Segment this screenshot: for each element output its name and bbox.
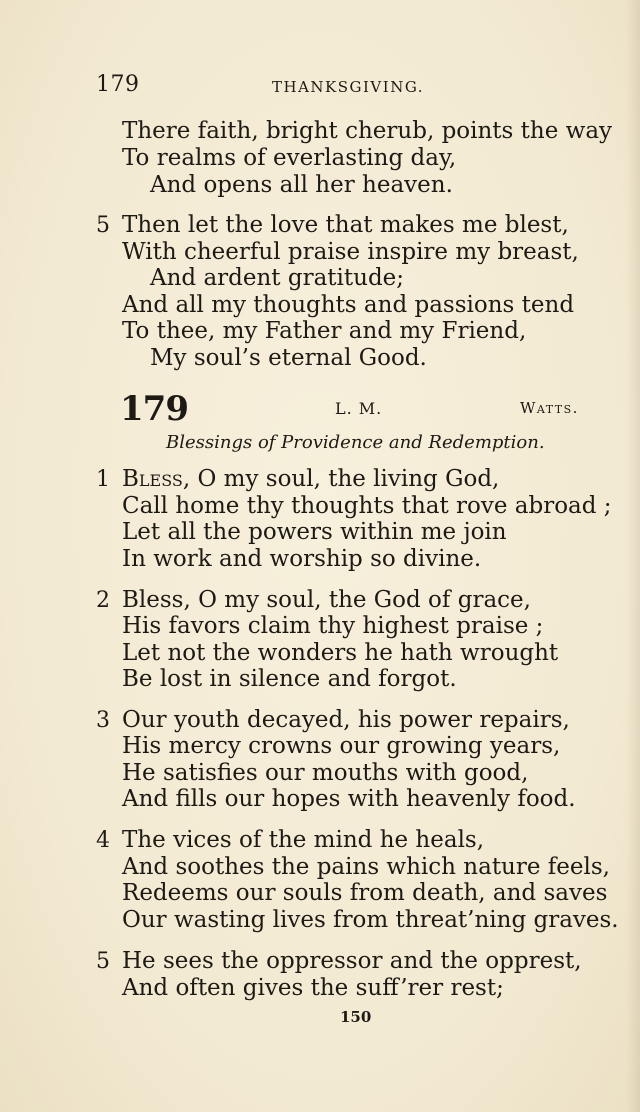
initial-word: Bless, <box>122 466 191 492</box>
carryover-line: And opens all her heaven. <box>150 172 453 198</box>
verse-line: To thee, my Father and my Friend, <box>122 318 527 344</box>
verse-line: Let not the wonders he hath wrought <box>122 640 559 666</box>
hymn-author: Watts. <box>520 399 579 417</box>
verse-line: His favors claim thy highest praise ; <box>122 613 544 639</box>
running-head-title: THANKSGIVING. <box>272 78 425 96</box>
verse-line: And fills our hopes with heavenly food. <box>122 786 576 812</box>
verse-line: And ardent gratitude; <box>150 265 405 291</box>
verse-number: 2 <box>96 588 110 613</box>
verse-line: He satisfies our mouths with good, <box>122 760 529 786</box>
verse-line: Our wasting lives from threat’ning graves. <box>122 907 619 933</box>
hymn-number: 179 <box>120 389 188 429</box>
first-line-rest: O my soul, the living God, <box>190 466 500 492</box>
verse-line: Let all the powers within me join <box>122 519 507 545</box>
verse-line: Our youth decayed, his power repairs, <box>122 707 570 733</box>
verse-line: And all my thoughts and passions tend <box>122 292 575 318</box>
verse-line: Call home thy thoughts that rove abroad ; <box>122 493 612 519</box>
verse-line: His mercy crowns our growing years, <box>122 733 561 759</box>
hymn-meter: L. M. <box>335 399 383 418</box>
carryover-line: There faith, bright cherub, points the way <box>122 118 613 144</box>
verse-line: Redeems our souls from death, and saves <box>122 880 608 906</box>
running-head-page-number: 179 <box>96 72 140 97</box>
footer-page-number: 150 <box>340 1008 372 1026</box>
verse-line: And soothes the pains which nature feels, <box>122 854 610 880</box>
verse-number: 5 <box>96 213 110 238</box>
verse-number: 4 <box>96 828 110 853</box>
verse-line: The vices of the mind he heals, <box>122 827 485 853</box>
verse-line: In work and worship so divine. <box>122 546 482 572</box>
verse-number: 5 <box>96 949 110 974</box>
hymn-subtitle: Blessings of Providence and Redemption. <box>166 432 545 453</box>
running-head <box>96 72 616 102</box>
verse-line: Be lost in silence and forgot. <box>122 666 457 692</box>
verse-number: 1 <box>96 467 110 492</box>
verse-number: 3 <box>96 708 110 733</box>
verse-line: He sees the oppressor and the opprest, <box>122 948 582 974</box>
verse-line: Then let the love that makes me blest, <box>122 212 569 238</box>
verse-line: Bless, O my soul, the God of grace, <box>122 587 531 613</box>
page-edge-shadow <box>626 0 640 1112</box>
carryover-line: To realms of everlasting day, <box>122 145 457 171</box>
verse-line: With cheerful praise inspire my breast, <box>122 239 579 265</box>
verse-line: And often gives the suff’rer rest; <box>122 975 504 1001</box>
verse-line-first <box>122 468 499 491</box>
verse-line: My soul’s eternal Good. <box>150 345 427 371</box>
